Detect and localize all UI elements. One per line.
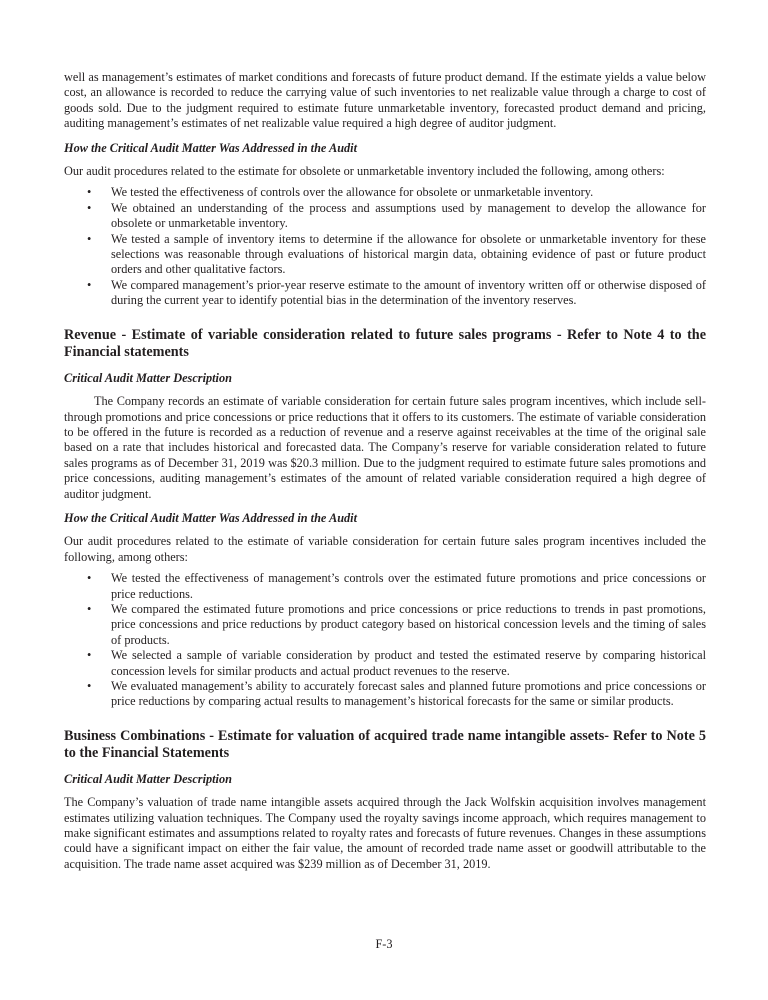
inventory-addressed-intro: Our audit procedures related to the estimate for obsolete or unmarketable inventory included the following, among others: xyxy=(64,164,665,179)
bullet-icon: • xyxy=(87,571,92,586)
list-item: • We obtained an understanding of the process and assumptions used by management to develop the allowance for obsolete or unmarketable inventory. xyxy=(87,200,706,231)
bullet-icon: • xyxy=(87,277,92,292)
bullet-icon: • xyxy=(87,185,92,200)
business-combinations-description: The Company’s valuation of trade name intangible assets acquired through the Jack Wolfskin acquisition involves management estimates utilizing valuation techniques. The Company used the royalty savings income approach, which requires management to make significant estimates and assumptions related to royalty rates and forecasts of future revenues. Changes in these assumptions could have a significant impact on either the fair value, the amount of recorded trade name asset or goodwill attributable to the acquisition. The trade name asset acquired was $239 million as of December 31, 2019. xyxy=(64,795,706,871)
list-item: • We compared the estimated future promotions and price concessions or price reductions to trends in past promotions, price concessions and price reductions by product category based on historical concession levels and the timing of sales of products. xyxy=(87,601,706,647)
inventory-description-continued: well as management’s estimates of market conditions and forecasts of future product demand. If the estimate yields a value below cost, an allowance is recorded to reduce the carrying value of such inventories to net realizable value through a charge to cost of goods sold. Due to the judgment required to estimate future unmarketable inventory, forecasted product demand and pricing, auditing management’s estimates of net realizable value required a high degree of auditor judgment. xyxy=(64,70,706,131)
revenue-addressed-heading: How the Critical Audit Matter Was Addressed in the Audit xyxy=(64,510,358,525)
business-combinations-description-heading: Critical Audit Matter Description xyxy=(64,771,232,786)
bullet-icon: • xyxy=(87,648,92,663)
revenue-section-heading: Revenue - Estimate of variable consideration related to future sales programs - Refer to Note 4 to the Financial statements xyxy=(64,326,706,361)
document-page xyxy=(64,70,706,881)
revenue-addressed-intro: Our audit procedures related to the estimate of variable consideration for certain future sales program incentives included the following, among others: xyxy=(64,534,706,564)
list-item: • We tested a sample of inventory items to determine if the allowance for obsolete or unmarketable inventory for these selections was reasonable through evaluations of historical margin data, obtaining evidence of past or future product orders and other qualitative factors. xyxy=(87,231,706,277)
list-item: • We evaluated management’s ability to accurately forecast sales and planned future promotions and price concessions or price reductions by comparing actual results to management’s historical forecasts for the same or similar products. xyxy=(87,679,706,709)
bullet-icon: • xyxy=(87,679,92,693)
inventory-procedures-list xyxy=(64,185,706,308)
list-item: • We tested the effectiveness of management’s controls over the estimated future promotions and price concessions or price reductions. xyxy=(87,571,706,601)
revenue-description-heading: Critical Audit Matter Description xyxy=(64,370,232,385)
page-number: F-3 xyxy=(375,937,393,951)
inventory-addressed-heading: How the Critical Audit Matter Was Addressed in the Audit xyxy=(64,140,358,155)
bullet-icon: • xyxy=(87,601,92,616)
list-item: • We tested the effectiveness of controls over the allowance for obsolete or unmarketable inventory. xyxy=(87,185,594,200)
revenue-description: The Company records an estimate of variable consideration for certain future sales program incentives, which include sell-through promotions and price concessions or price reductions that it offers to its customers. The estimate of variable consideration to be offered in the future is recorded as a reduction of revenue and a reserve against receivables at the time of the original sale based on a rate that includes historical and forecasted data. The Company’s reserve for variable consideration related to future sales programs as of December 31, 2019 was $20.3 million. Due to the judgment required to estimate future sales promotions and price concessions, auditing management’s estimates of the amount of related variable consideration required a high degree of auditor judgment. xyxy=(64,394,706,501)
bullet-icon: • xyxy=(87,200,92,215)
list-item: • We selected a sample of variable consideration by product and tested the estimated reserve by comparing historical concession levels for similar products and actual product revenues to the reserve. xyxy=(87,648,706,678)
list-item: • We compared management’s prior-year reserve estimate to the amount of inventory written off or otherwise disposed of during the current year to identify potential bias in the determination of the inventory reserves. xyxy=(87,277,706,308)
bullet-icon: • xyxy=(87,231,92,246)
business-combinations-heading: Business Combinations - Estimate for valuation of acquired trade name intangible assets- Refer to Note 5 to the Financial Statements xyxy=(64,727,706,762)
revenue-procedures-list xyxy=(64,571,706,710)
